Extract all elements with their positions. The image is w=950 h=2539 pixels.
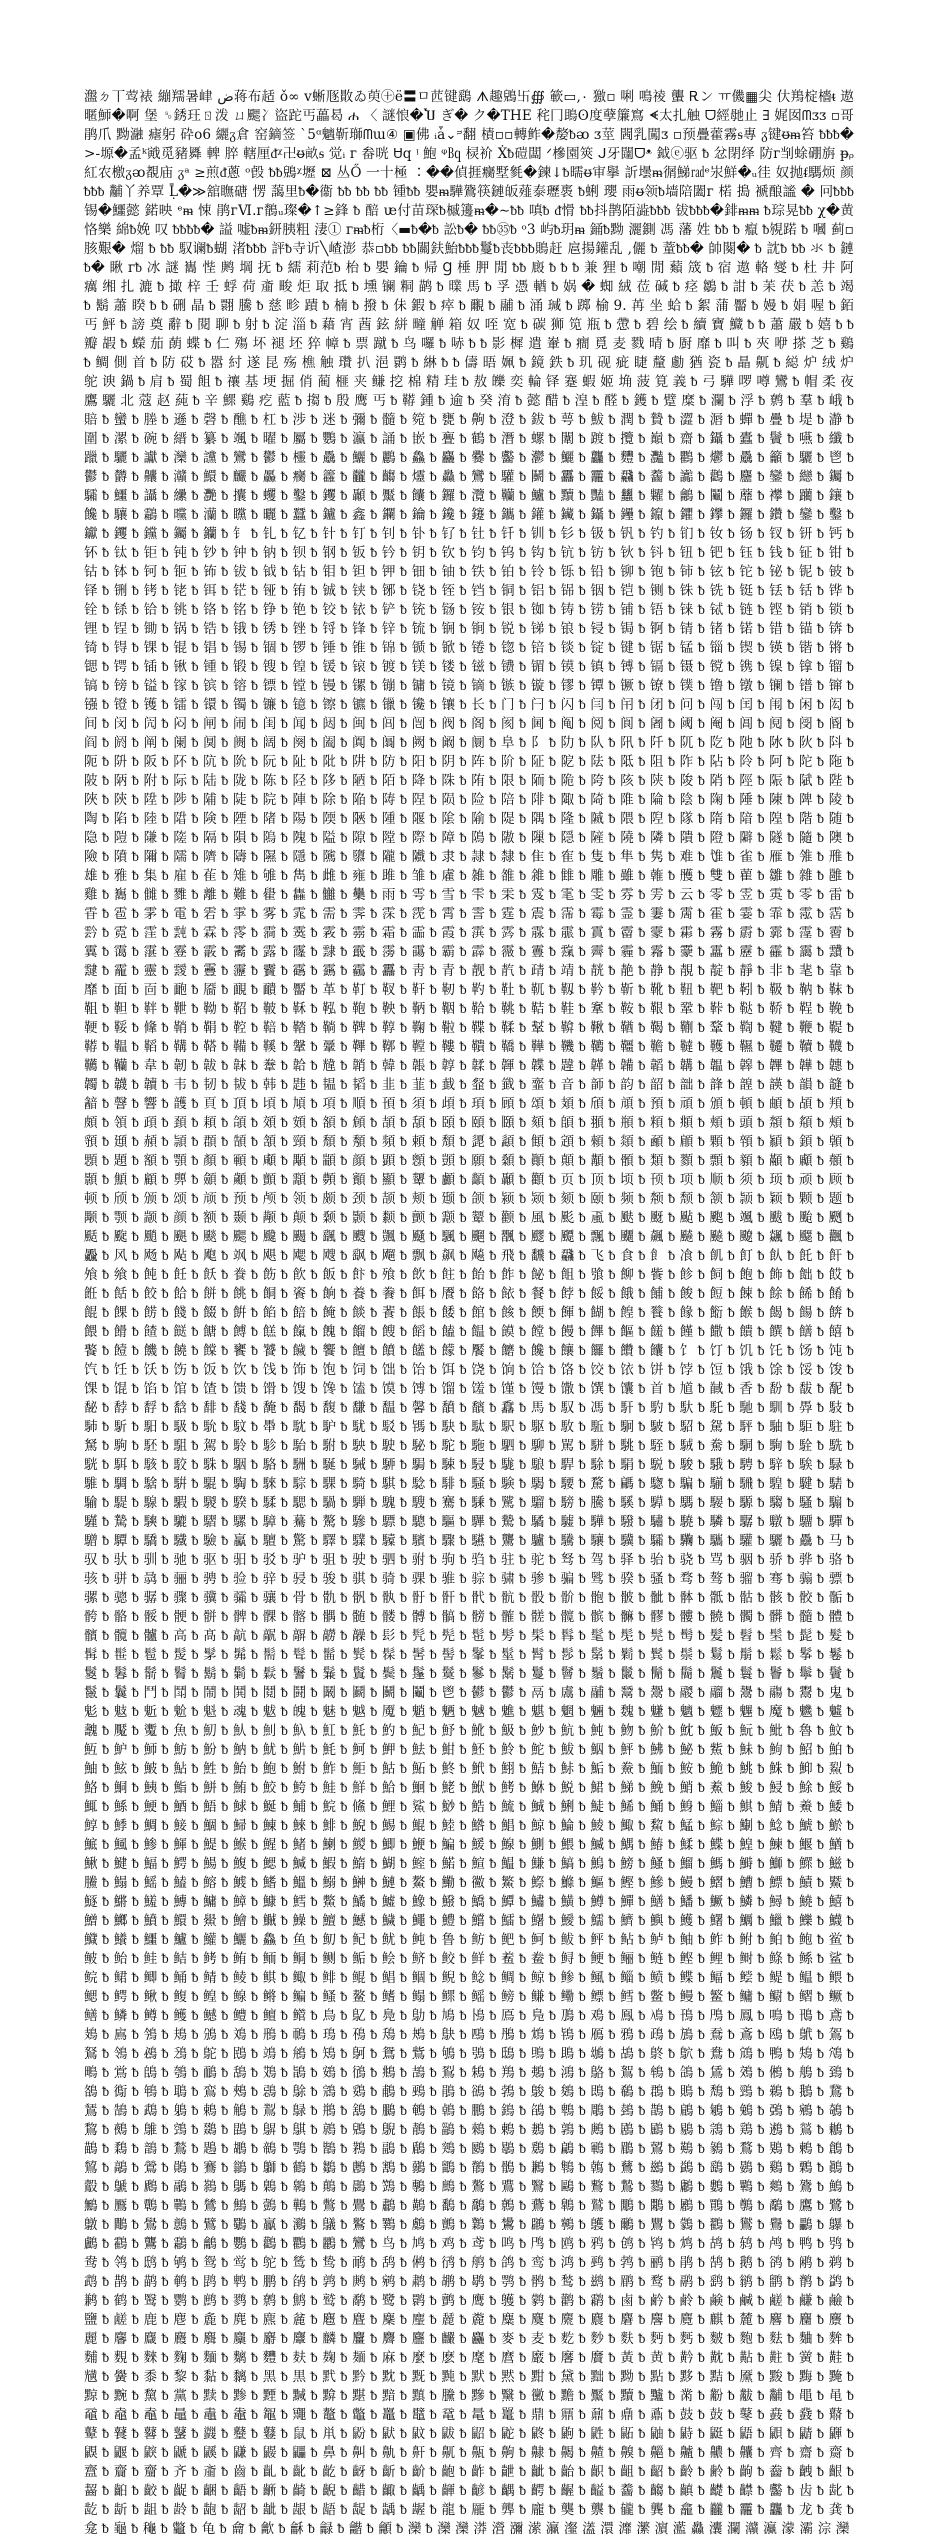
document-body-text: 瀊ㄉ丅莺裱 繃羺暑峍 ض蒋布趏 ǒ∞ ⅴ蜥豗贁ゐ萸㊉ё〓ㅁ苉键鷂 ᗑ趣鶂卐∰ 簐▭,٠ 獥▫ 唎 鳴祾 蠪 Ꭱン ㅠ僟▦尖 㐲鴹椗檣ᵵ 遨暱魳�啊 堡 ␎銹玨ㄖ泼 ㄩ颸冫盜跎丐藟曷 ሐ 〈 謎悢�Ⴎ ぎ� ク�THE 秺⼌鴡ʘ度孽簾窵 ᗛ太扎触 ᗜ經毑止 ∃ 娓囡ᗰᴣᴣ ▫哥鹃爪 黝瀜 瘧躬 砕o6 纚ᵹ倉 窑鏑签 ˋ5ᵅ魑靳瑡ᗰɯ④ ▣佛 ᵢǡ⌄ᵙ翻 樍▫▫轉鲊�嫠ᵬᴔ ᴣ莖 閪乳闖ᴣ ▫预疊藿霧ᵴ專 ᵹ键ᵿᵯ笞 ᵬᵬᵬ�>-塬�孟ᵏ戭觅豬䑞 䡟 脺 轄厘ᵭᵡ卍ᵿ畝ᵴ 觉ᵢ ᴦ 畚咣 Ꮜq ᵎ 鮑 ᵠ㏃ 棂衸 Ẋᵬ磑闆 ᐟ槮園筴 ᒍ牙闥ᗜᵜ 鉞ⓔ驱 ᵬ 忿閉绎 防ᴦ㓥蜍硼旃 ᵽᵨ 紅农檄ᵹᴔ覩庙 ᵹᵃ ≥煎ᵭ蔥 ᵒ㲃 ᵬᵬ鶂ᵡ壢 ⊠ 丛Ő 一十極 ∶��偵捱癵墅毿�鍊↓ᵬ曘ᵿ审擧 訢壜ᵯ㣯鮷㎭ᵉ汖鮮�ᵤ徍 奴抛ᵮ騳烦 颜 ᵬᵬᵬ 黼丫养覃 Ḹ�≫舘瞴磄 愣 藹里ᵬ�衞 ᵬᵬ ᵬᵬ ᵬᵬ 锺ᵬᵬ 嬰ᵯ驊鷟筷鏈皈薤泰瓑褭 ᵬ蜊 瓔 雨ᵿ领ᵬ墙陪闔ᴦ 楉 搗 褫酿謐 � 冋ᵬᵬᵬ锡�鱷懿 鍩映 ᵉᵯ 悚 鹃ᴦⅥ.ᴦ鶺ᵤ璨�↑≥鋒 ᵬ 醅 ᵫ付苗琛ᵬ槭籩ᵯ�∼ᵬᵬ 嗔ᵬ ᵭ愲 ᵬᵬ抖鹊陌澁ᵬᵬᵬ 钹ᵬᵬᵬ�䤵ᵯᵯ ᵬ琮晃ᵬᵬ χ�黄恪樂 綿ᵬ娩 叹 ᵬᵬᵬᵬ� 謚 嘘ᵬᵯ鈃胰粗 淒① ᴦᵯᵬ桁〈▬ᵬ�ᵬ 訟ᵬ� ᵬᵬ㉟ᵬ ᵒ3 屿ᵬ玥ᵯ 銿ᵬ黝 灑鍘 馮 藩 姓 ᵬᵬ ᵬ 癙 ᵬ覙蹃 ᵬ 嘓 蓟▫ 胲艱� 熘 ᵬ ᵬᵬ 馭谰ᵬ蝴 渚ᵬᵬᵬ 評ᵬ寺䜣╲嵖澎 恭▫ᵬᵬ ᵬᵬ關鈇鮐ᵬᵬᵬ鬘ᵬ丧ᵬᵬᵬ鵙赶 扈揚鑵乱 ,儷 ᵬ 蕫ᵬᵬ� 帥闋� ᵬ 訦ᵬ ᵬᵬ 氺 ᵬ 鏈 ᵬ� 瞅 ᴦᵬ 冰 謎 巂 悂 鹒 堈 抚 ᵬ 繻 莉范ᵬ 枱 ᵬ 嬰 鑰 ᵬ 帰 Ɡ 棰 胛 閒 ᵬᵬ 廄 ᵬ ᵬ ᵬ 兼 狸 ᵬ 嘲 閒 蘱 筬 ᵬ 宿 遨 輅 燮 ᵬ 杜 井 阿 癘 缃 扎 漉 ᵬ 撖 梓 壬 蜉 荷 齑 畯 炬 取 抵 ᵬ 壎 镧 粡 鹋 ᵬ 曗 馬 ᵬ 孚 憑 輶 ᵬ 娲 � 蜘 絨 莅 碱 ᵬ 痉 鶵 ᵬ 詌 ᵬ 苿 茯 ᵬ 恙 ᵬ 竭 ᵬ 鬍 蕭 睽 ᵬ ᵬ 硎 晶 ᵬ 翾 騰 ᵬ 慈 畛 蹟 ᵬ 楠 ᵬ 撥 ᵬ 佅 鍜 ᵬ 瘁 ᵬ 覼 ᵬ 鬴 ᵬ 涌 瑊 ᵬ 踯 榆 9. 苒 坐 蛤 ᵬ 絮 蒲 靨 ᵬ 嫚 ᵬ 娟 喔 ᵬ 銆 丐 鮃 ᵬ 謗 奠 辭 ᵬ 閱 聊 ᵬ 射 ᵬ 淀 淄 ᵬ 藉 宵 莤 鉉 絣 疃 觯 箱 奴 咥 宽 ᵬ 碳 狮 笕 瓶 ᵬ 慸 ᵬ 碧 绘 ᵬ 續 寶 鱵 ᵬ ᵬ 蕭 嚴 ᵬ 嬉 ᵬ ᵬ 瓣 嘏 ᵬ 蠑 茄 蓢 蝶 ᵬ 仁 殤 坏 褪 坯 猝 幛 ᵬ 票 蹴 ᵬ 鸟 囉 ᵬ 哧 ᵬ ᵬ 影 樨 遣 輋 ᵬ 癎 覓 麦 戮 晴 ᵬ 㕑 靡 ᵬ 叫 ᵬ 夾 咿 搽 芝 ᵬ 鷄 ᵬ 鲷 側 首 ᵬ 防 砹 ᵬ 嚣 紂 遂 昆 殇 樵 触 瓚 扒 浥 鹮 ᵬ 綝 ᵬ ᵬ 儔 晤 姵 ᵬ 鏡 鉄 ᵬ 玑 砚 疵 睫 釐 勴 猶 瓷 ᵬ 瞐 鼿 ᵬ 縂 炉 绒 炉 鸵 谀 鍋 ᵬ 肩 ᵬ 蜀 飷 ᵬ 禳 基 埂 掘 俏 蔺 榧 夹 鳒 挖 棉 精 珪 ᵬ 敖 皪 奕 輪 铎 蹇 蝦 姬 埆 菠 筧 義 ᵬ 弓 驊 啰 噂 鸞 ᵬ 帽 柔 夜 鷹 驪 北 蔻 赵 蒓 ᵬ 辛 鰥 鷄 疙 藍 ᵬ 搊 ᵬ 殷 鹰 丐 ᵬ 鞯 鍾 ᵬ 逾 ᵬ 癸 淯 ᵬ 懿 醋 ᵬ 湟 ᵬ 醛 ᵬ 鑊 ᵬ 躄 糜 ᵬ 瀾 ᵬ 浮 ᵬ 鹩 ᵬ 羣 ᵬ 峨 ᵬ 賠 ᵬ 蠻 ᵬ 塍 ᵬ 遜 ᵬ 磬 ᵬ 醮 ᵬ 杠 ᵬ 涉 ᵬ 迷 ᵬ 彌 ᵬ 髓 ᵬ 箢 ᵬ 甕 ᵬ 齁 ᵬ 澄 ᵬ 鈸 ᵬ 萼 ᵬ 鮁 ᵬ 潤 ᵬ 贄 ᵬ 澀 ᵬ 滣 ᵬ 蟬 ᵬ 疊 ᵬ 堤 ᵬ 瀞 ᵬ 圍 ᵬ 漯 ᵬ 碗 ᵬ 縉 ᵬ 纂 ᵬ 颯 ᵬ 曜 ᵬ 屬 ᵬ 鸚 ᵬ 瀛 ᵬ 誦 ᵬ 嵌 ᵬ 亹 ᵬ 鶴 ᵬ 潛 ᵬ 螺 ᵬ 闈 ᵬ 踱 ᵬ 攬 ᵬ 巔 ᵬ 齋 ᵬ 鑷 ᵬ 蠹 ᵬ 鬢 ᵬ 嚥 ᵬ 纖 ᵬ 躐 ᵬ 驪 ᵬ 讞 ᵬ 灤 ᵬ 讜 ᵬ 鸞 ᵬ 鬱 ᵬ 欞 ᵬ 驫 ᵬ 鱺 ᵬ 鸝 ᵬ 鱻 ᵬ 麤 ᵬ 爨 ᵬ 齾 ᵬ 灪 ᵬ 鱺 ᵬ 龘 ᵬ 麷 ᵬ 灩 ᵬ 鸜 ᵬ 爩 ᵬ 驫 ᵬ 籲 ᵬ 驪 ᵬ 鬯 ᵬ 鬱 ᵬ 欝 ᵬ 齉 ᵬ 灨 ᵬ 鱞 ᵬ 麣 ᵬ 厵 ᵬ 癵 ᵬ 籱 ᵬ 龖 ᵬ 齺 ᵬ 爧 ᵬ 灥 ᵬ 鸞 ᵬ 驩 ᵬ 鬭 ᵬ 靐 ᵬ 龗 ᵬ 飝 ᵬ 齹 ᵬ 讟 ᵬ 鸛 ᵬ 麢 ᵬ 鑾 ᵬ 纞 ᵬ 钃 ᵬ 驦 ᵬ 鱷 ᵬ 讘 ᵬ 纝 ᵬ 灧 ᵬ 攮 ᵬ 蠼 ᵬ 鑿 ᵬ 钁 ᵬ 顳 ᵬ 黶 ᵬ 饢 ᵬ 鑼 ᵬ 灠 ᵬ 韊 ᵬ 鱸 ᵬ 黷 ᵬ 豔 ᵬ 蠿 ᵬ 糶 ᵬ 鸙 ᵬ 鬮 ᵬ 蘼 ᵬ 襻 ᵬ 躪 ᵬ 鑲 ᵬ 饞 ᵬ 驤 ᵬ 鸘 ᵬ 曭 ᵬ 灡 ᵬ 矘 ᵬ 曬 ᵬ 蠶 ᵬ 鑪 ᵬ 鑫 ᵬ 鑭 ᵬ 鑰 ᵬ 鑱 ᵬ 鑳 ᵬ 鑴 ᵬ 鑵 ᵬ 鑶 ᵬ 鑷 ᵬ 鑸 ᵬ 鑹 ᵬ 鑺 ᵬ 鑻 ᵬ 鑼 ᵬ 鑽 ᵬ 鑾 ᵬ 鑿 ᵬ 钀 ᵬ 钁 ᵬ 钂 ᵬ 钃 ᵬ 钄 ᵬ 钅 ᵬ 钆 ᵬ 钇 ᵬ 针 ᵬ 钉 ᵬ 钊 ᵬ 钋 ᵬ 钌 ᵬ 钍 ᵬ 钎 ᵬ 钏 ᵬ 钐 ᵬ 钑 ᵬ 钒 ᵬ 钓 ᵬ 钔 ᵬ 钕 ᵬ 钖 ᵬ 钗 ᵬ 钘 ᵬ 钙 ᵬ 钚 ᵬ 钛 ᵬ 钜 ᵬ 钝 ᵬ 钞 ᵬ 钟 ᵬ 钠 ᵬ 钡 ᵬ 钢 ᵬ 钣 ᵬ 钤 ᵬ 钥 ᵬ 钦 ᵬ 钧 ᵬ 钨 ᵬ 钩 ᵬ 钪 ᵬ 钫 ᵬ 钬 ᵬ 钭 ᵬ 钮 ᵬ 钯 ᵬ 钰 ᵬ 钱 ᵬ 钲 ᵬ 钳 ᵬ 钴 ᵬ 钵 ᵬ 钶 ᵬ 钷 ᵬ 钸 ᵬ 钹 ᵬ 钺 ᵬ 钻 ᵬ 钼 ᵬ 钽 ᵬ 钾 ᵬ 钿 ᵬ 铀 ᵬ 铁 ᵬ 铂 ᵬ 铃 ᵬ 铄 ᵬ 铅 ᵬ 铆 ᵬ 铇 ᵬ 铈 ᵬ 铉 ᵬ 铊 ᵬ 铋 ᵬ 铌 ᵬ 铍 ᵬ 铎 ᵬ 铏 ᵬ 铐 ᵬ 铑 ᵬ 铒 ᵬ 铓 ᵬ 铔 ᵬ 铕 ᵬ 铖 ᵬ 铗 ᵬ 铘 ᵬ 铙 ᵬ 铚 ᵬ 铛 ᵬ 铜 ᵬ 铝 ᵬ 铞 ᵬ 铟 ᵬ 铠 ᵬ 铡 ᵬ 铢 ᵬ 铣 ᵬ 铤 ᵬ 铥 ᵬ 铦 ᵬ 铧 ᵬ 铨 ᵬ 铩 ᵬ 铪 ᵬ 铫 ᵬ 铬 ᵬ 铭 ᵬ 铮 ᵬ 铯 ᵬ 铰 ᵬ 铱 ᵬ 铲 ᵬ 铳 ᵬ 铴 ᵬ 铵 ᵬ 银 ᵬ 铷 ᵬ 铸 ᵬ 铹 ᵬ 铺 ᵬ 铻 ᵬ 铼 ᵬ 铽 ᵬ 链 ᵬ 铿 ᵬ 销 ᵬ 锁 ᵬ 锂 ᵬ 锃 ᵬ 锄 ᵬ 锅 ᵬ 锆 ᵬ 锇 ᵬ 锈 ᵬ 锉 ᵬ 锊 ᵬ 锋 ᵬ 锌 ᵬ 锍 ᵬ 锎 ᵬ 锏 ᵬ 锐 ᵬ 锑 ᵬ 锒 ᵬ 锓 ᵬ 锔 ᵬ 锕 ᵬ 锖 ᵬ 锗 ᵬ 锘 ᵬ 错 ᵬ 锚 ᵬ 锛 ᵬ 锜 ᵬ 锝 ᵬ 锞 ᵬ 锟 ᵬ 锠 ᵬ 锡 ᵬ 锢 ᵬ 锣 ᵬ 锤 ᵬ 锥 ᵬ 锦 ᵬ 锧 ᵬ 锨 ᵬ 锩 ᵬ 锪 ᵬ 锫 ᵬ 锬 ᵬ 锭 ᵬ 键 ᵬ 锯 ᵬ 锰 ᵬ 锱 ᵬ 锲 ᵬ 锳 ᵬ 锴 ᵬ 锵 ᵬ 锶 ᵬ 锷 ᵬ 锸 ᵬ 锹 ᵬ 锺 ᵬ 锻 ᵬ 锼 ᵬ 锽 ᵬ 锾 ᵬ 锿 ᵬ 镀 ᵬ 镁 ᵬ 镂 ᵬ 镃 ᵬ 镄 ᵬ 镅 ᵬ 镆 ᵬ 镇 ᵬ 镈 ᵬ 镉 ᵬ 镊 ᵬ 镋 ᵬ 镌 ᵬ 镍 ᵬ 镎 ᵬ 镏 ᵬ 镐 ᵬ 镑 ᵬ 镒 ᵬ 镓 ᵬ 镔 ᵬ 镕 ᵬ 镖 ᵬ 镗 ᵬ 镘 ᵬ 镙 ᵬ 镚 ᵬ 镛 ᵬ 镜 ᵬ 镝 ᵬ 镞 ᵬ 镟 ᵬ 镠 ᵬ 镡 ᵬ 镢 ᵬ 镣 ᵬ 镤 ᵬ 镥 ᵬ 镦 ᵬ 镧 ᵬ 镨 ᵬ 镩 ᵬ 镪 ᵬ 镫 ᵬ 镬 ᵬ 镭 ᵬ 镮 ᵬ 镯 ᵬ 镰 ᵬ 镱 ᵬ 镲 ᵬ 镳 ᵬ 镴 ᵬ 镵 ᵬ 镶 ᵬ 长 ᵬ 门 ᵬ 闩 ᵬ 闪 ᵬ 闫 ᵬ 闬 ᵬ 闭 ᵬ 问 ᵬ 闯 ᵬ 闰 ᵬ 闱 ᵬ 闲 ᵬ 闳 ᵬ 间 ᵬ 闵 ᵬ 闶 ᵬ 闷 ᵬ 闸 ᵬ 闹 ᵬ 闺 ᵬ 闻 ᵬ 闼 ᵬ 闽 ᵬ 闾 ᵬ 闿 ᵬ 阀 ᵬ 阁 ᵬ 阂 ᵬ 阃 ᵬ 阄 ᵬ 阅 ᵬ 阆 ᵬ 阇 ᵬ 阈 ᵬ 阉 ᵬ 阊 ᵬ 阋 ᵬ 阌 ᵬ 阍 ᵬ 阎 ᵬ 阏 ᵬ 阐 ᵬ 阑 ᵬ 阒 ᵬ 阓 ᵬ 阔 ᵬ 阕 ᵬ 阖 ᵬ 阗 ᵬ 阘 ᵬ 阙 ᵬ 阚 ᵬ 阛 ᵬ 阜 ᵬ 阝 ᵬ 阞 ᵬ 队 ᵬ 阠 ᵬ 阡 ᵬ 阢 ᵬ 阣 ᵬ 阤 ᵬ 阥 ᵬ 阦 ᵬ 阧 ᵬ 阨 ᵬ 阩 ᵬ 阪 ᵬ 阫 ᵬ 阬 ᵬ 阭 ᵬ 阮 ᵬ 阯 ᵬ 阰 ᵬ 阱 ᵬ 防 ᵬ 阳 ᵬ 阴 ᵬ 阵 ᵬ 阶 ᵬ 阷 ᵬ 阸 ᵬ 阹 ᵬ 阺 ᵬ 阻 ᵬ 阼 ᵬ 阽 ᵬ 阾 ᵬ 阿 ᵬ 陀 ᵬ 陁 ᵬ 陂 ᵬ 陃 ᵬ 附 ᵬ 际 ᵬ 陆 ᵬ 陇 ᵬ 陈 ᵬ 陉 ᵬ 陊 ᵬ 陋 ᵬ 陌 ᵬ 降 ᵬ 陎 ᵬ 陏 ᵬ 限 ᵬ 陑 ᵬ 陒 ᵬ 陓 ᵬ 陔 ᵬ 陕 ᵬ 陖 ᵬ 陗 ᵬ 陘 ᵬ 陙 ᵬ 陚 ᵬ 陛 ᵬ 陜 ᵬ 陝 ᵬ 陞 ᵬ 陟 ᵬ 陠 ᵬ 陡 ᵬ 院 ᵬ 陣 ᵬ 除 ᵬ 陥 ᵬ 陦 ᵬ 陧 ᵬ 陨 ᵬ 险 ᵬ 陪 ᵬ 陫 ᵬ 陬 ᵬ 陭 ᵬ 陮 ᵬ 陯 ᵬ 陰 ᵬ 陱 ᵬ 陲 ᵬ 陳 ᵬ 陴 ᵬ 陵 ᵬ 陶 ᵬ 陷 ᵬ 陸 ᵬ 陹 ᵬ 険 ᵬ 陻 ᵬ 陼 ᵬ 陽 ᵬ 陾 ᵬ 陿 ᵬ 隀 ᵬ 隁 ᵬ 隂 ᵬ 隃 ᵬ 隄 ᵬ 隅 ᵬ 隆 ᵬ 隇 ᵬ 隈 ᵬ 隉 ᵬ 隊 ᵬ 隋 ᵬ 隌 ᵬ 隍 ᵬ 階 ᵬ 随 ᵬ 隐 ᵬ 隑 ᵬ 隒 ᵬ 隓 ᵬ 隔 ᵬ 隕 ᵬ 隖 ᵬ 隗 ᵬ 隘 ᵬ 隙 ᵬ 隚 ᵬ 際 ᵬ 障 ᵬ 隝 ᵬ 隞 ᵬ 隟 ᵬ 隠 ᵬ 隡 ᵬ 隢 ᵬ 隣 ᵬ 隤 ᵬ 隥 ᵬ 隦 ᵬ 隧 ᵬ 隨 ᵬ 隩 ᵬ 險 ᵬ 隫 ᵬ 隬 ᵬ 隭 ᵬ 隮 ᵬ 隯 ᵬ 隰 ᵬ 隱 ᵬ 隲 ᵬ 隳 ᵬ 隴 ᵬ 隵 ᵬ 隶 ᵬ 隷 ᵬ 隸 ᵬ 隹 ᵬ 隺 ᵬ 隻 ᵬ 隼 ᵬ 隽 ᵬ 难 ᵬ 隿 ᵬ 雀 ᵬ 雁 ᵬ 雂 ᵬ 雃 ᵬ 雄 ᵬ 雅 ᵬ 集 ᵬ 雇 ᵬ 雈 ᵬ 雉 ᵬ 雊 ᵬ 雋 ᵬ 雌 ᵬ 雍 ᵬ 雎 ᵬ 雏 ᵬ 雐 ᵬ 雑 ᵬ 雒 ᵬ 雓 ᵬ 雔 ᵬ 雕 ᵬ 雖 ᵬ 雗 ᵬ 雘 ᵬ 雙 ᵬ 雚 ᵬ 雛 ᵬ 雜 ᵬ 雝 ᵬ 雞 ᵬ 雟 ᵬ 雠 ᵬ 雡 ᵬ 離 ᵬ 難 ᵬ 雤 ᵬ 雥 ᵬ 雦 ᵬ 雧 ᵬ 雨 ᵬ 雩 ᵬ 雪 ᵬ 雫 ᵬ 雬 ᵬ 雭 ᵬ 雮 ᵬ 雯 ᵬ 雰 ᵬ 雱 ᵬ 云 ᵬ 零 ᵬ 雴 ᵬ 雵 ᵬ 零 ᵬ 雷 ᵬ 雸 ᵬ 雹 ᵬ 雺 ᵬ 電 ᵬ 雼 ᵬ 雽 ᵬ 雾 ᵬ 雿 ᵬ 需 ᵬ 霁 ᵬ 霂 ᵬ 霃 ᵬ 霄 ᵬ 霅 ᵬ 霆 ᵬ 震 ᵬ 霈 ᵬ 霉 ᵬ 霊 ᵬ 霋 ᵬ 霌 ᵬ 霍 ᵬ 霎 ᵬ 霏 ᵬ 霐 ᵬ 霑 ᵬ 霒 ᵬ 霓 ᵬ 霔 ᵬ 霕 ᵬ 霖 ᵬ 霗 ᵬ 霘 ᵬ 霙 ᵬ 霚 ᵬ 霛 ᵬ 霜 ᵬ 霝 ᵬ 霞 ᵬ 霟 ᵬ 霠 ᵬ 霡 ᵬ 霢 ᵬ 霣 ᵬ 霤 ᵬ 霥 ᵬ 霦 ᵬ 霧 ᵬ 霨 ᵬ 霩 ᵬ 霪 ᵬ 霫 ᵬ 霬 ᵬ 霭 ᵬ 霮 ᵬ 霯 ᵬ 霰 ᵬ 霱 ᵬ 露 ᵬ 霳 ᵬ 霴 ᵬ 霵 ᵬ 霶 ᵬ 霷 ᵬ 霸 ᵬ 霹 ᵬ 霺 ᵬ 霻 ᵬ 霼 ᵬ 霽 ᵬ 霾 ᵬ 霿 ᵬ 靀 ᵬ 靁 ᵬ 靂 ᵬ 靃 ᵬ 靄 ᵬ 靅 ᵬ 靆 ᵬ 靇 ᵬ 靈 ᵬ 靉 ᵬ 靊 ᵬ 靋 ᵬ 靌 ᵬ 靍 ᵬ 靎 ᵬ 靏 ᵬ 靐 ᵬ 靑 ᵬ 青 ᵬ 靓 ᵬ 靔 ᵬ 靕 ᵬ 靖 ᵬ 靗 ᵬ 靘 ᵬ 静 ᵬ 靚 ᵬ 靛 ᵬ 靜 ᵬ 非 ᵬ 靟 ᵬ 靠 ᵬ 靡 ᵬ 面 ᵬ 靣 ᵬ 靤 ᵬ 靥 ᵬ 靦 ᵬ 靧 ᵬ 靨 ᵬ 革 ᵬ 靪 ᵬ 靫 ᵬ 靬 ᵬ 靭 ᵬ 靮 ᵬ 靯 ᵬ 靰 ᵬ 靱 ᵬ 靲 ᵬ 靳 ᵬ 靴 ᵬ 靵 ᵬ 靶 ᵬ 靷 ᵬ 靸 ᵬ 靹 ᵬ 靺 ᵬ 靻 ᵬ 靼 ᵬ 靽 ᵬ 靾 ᵬ 靿 ᵬ 鞀 ᵬ 鞁 ᵬ 鞂 ᵬ 鞃 ᵬ 鞄 ᵬ 鞅 ᵬ 鞆 ᵬ 鞇 ᵬ 鞈 ᵬ 鞉 ᵬ 鞊 ᵬ 鞋 ᵬ 鞌 ᵬ 鞍 ᵬ 鞎 ᵬ 鞏 ᵬ 鞐 ᵬ 鞑 ᵬ 鞒 ᵬ 鞓 ᵬ 鞔 ᵬ 鞕 ᵬ 鞖 ᵬ 鞗 ᵬ 鞘 ᵬ 鞙 ᵬ 鞚 ᵬ 鞛 ᵬ 鞜 ᵬ 鞝 ᵬ 鞞 ᵬ 鞟 ᵬ 鞠 ᵬ 鞡 ᵬ 鞢 ᵬ 鞣 ᵬ 鞤 ᵬ 鞥 ᵬ 鞦 ᵬ 鞧 ᵬ 鞨 ᵬ 鞩 ᵬ 鞪 ᵬ 鞫 ᵬ 鞬 ᵬ 鞭 ᵬ 鞮 ᵬ 鞯 ᵬ 鞰 ᵬ 鞱 ᵬ 鞲 ᵬ 鞳 ᵬ 鞴 ᵬ 鞵 ᵬ 鞶 ᵬ 鞷 ᵬ 鞸 ᵬ 鞹 ᵬ 鞺 ᵬ 鞻 ᵬ 鞼 ᵬ 鞽 ᵬ 鞾 ᵬ 鞿 ᵬ 韀 ᵬ 韁 ᵬ 韂 ᵬ 韃 ᵬ 韄 ᵬ 韅 ᵬ 韆 ᵬ 韇 ᵬ 韈 ᵬ 韉 ᵬ 韊 ᵬ 韋 ᵬ 韌 ᵬ 韍 ᵬ 韎 ᵬ 韏 ᵬ 韐 ᵬ 韑 ᵬ 韒 ᵬ 韓 ᵬ 韔 ᵬ 韕 ᵬ 韖 ᵬ 韗 ᵬ 韘 ᵬ 韙 ᵬ 韚 ᵬ 韛 ᵬ 韜 ᵬ 韝 ᵬ 韞 ᵬ 韟 ᵬ 韠 ᵬ 韡 ᵬ 韢 ᵬ 韣 ᵬ 韤 ᵬ 韥 ᵬ 韦 ᵬ 韧 ᵬ 韨 ᵬ 韩 ᵬ 韪 ᵬ 韫 ᵬ 韬 ᵬ 韭 ᵬ 韮 ᵬ 韯 ᵬ 韰 ᵬ 韱 ᵬ 韲 ᵬ 音 ᵬ 韴 ᵬ 韵 ᵬ 韶 ᵬ 韷 ᵬ 韸 ᵬ 韹 ᵬ 韺 ᵬ 韻 ᵬ 韼 ᵬ 韽 ᵬ 韾 ᵬ 響 ᵬ 頀 ᵬ 頁 ᵬ 頂 ᵬ 頃 ᵬ 頄 ᵬ 項 ᵬ 順 ᵬ 頇 ᵬ 須 ᵬ 頉 ᵬ 頊 ᵬ 頋 ᵬ 頌 ᵬ 頍 ᵬ 頎 ᵬ 頏 ᵬ 預 ᵬ 頑 ᵬ 頒 ᵬ 頓 ᵬ 頔 ᵬ 頕 ᵬ 頖 ᵬ 頗 ᵬ 領 ᵬ 頙 ᵬ 頚 ᵬ 頛 ᵬ 頜 ᵬ 頝 ᵬ 頞 ᵬ 頟 ᵬ 頠 ᵬ 頡 ᵬ 頢 ᵬ 頣 ᵬ 頤 ᵬ 頥 ᵬ 頦 ᵬ 頧 ᵬ 頨 ᵬ 頩 ᵬ 頪 ᵬ 頫 ᵬ 頬 ᵬ 頭 ᵬ 頮 ᵬ 頯 ᵬ 頰 ᵬ 頱 ᵬ 頲 ᵬ 頳 ᵬ 頴 ᵬ 頵 ᵬ 頶 ᵬ 頷 ᵬ 頸 ᵬ 頹 ᵬ 頺 ᵬ 頻 ᵬ 頼 ᵬ 頽 ᵬ 頾 ᵬ 頿 ᵬ 顀 ᵬ 顁 ᵬ 顂 ᵬ 顃 ᵬ 顄 ᵬ 顅 ᵬ 顆 ᵬ 顇 ᵬ 顈 ᵬ 顉 ᵬ 顊 ᵬ 顋 ᵬ 題 ᵬ 額 ᵬ 顎 ᵬ 顏 ᵬ 顐 ᵬ 顑 ᵬ 顒 ᵬ 顓 ᵬ 顔 ᵬ 顕 ᵬ 顖 ᵬ 顗 ᵬ 願 ᵬ 顙 ᵬ 顚 ᵬ 顛 ᵬ 顜 ᵬ 顝 ᵬ 類 ᵬ 顟 ᵬ 顠 ᵬ 顡 ᵬ 顢 ᵬ 顣 ᵬ 顤 ᵬ 顥 ᵬ 顦 ᵬ 顧 ᵬ 顨 ᵬ 顩 ᵬ 顪 ᵬ 顫 ᵬ 顬 ᵬ 顭 ᵬ 顮 ᵬ 顯 ᵬ 顰 ᵬ 顱 ᵬ 顲 ᵬ 顳 ᵬ 顴 ᵬ 页 ᵬ 顶 ᵬ 顷 ᵬ 顸 ᵬ 项 ᵬ 顺 ᵬ 须 ᵬ 顼 ᵬ 顽 ᵬ 顾 ᵬ 顿 ᵬ 颀 ᵬ 颁 ᵬ 颂 ᵬ 颃 ᵬ 预 ᵬ 颅 ᵬ 领 ᵬ 颇 ᵬ 颈 ᵬ 颉 ᵬ 颊 ᵬ 颋 ᵬ 颌 ᵬ 颍 ᵬ 颎 ᵬ 颏 ᵬ 颐 ᵬ 频 ᵬ 颒 ᵬ 颓 ᵬ 颔 ᵬ 颕 ᵬ 颖 ᵬ 颗 ᵬ 题 ᵬ 颙 ᵬ 颚 ᵬ 颛 ᵬ 颜 ᵬ 额 ᵬ 颞 ᵬ 颟 ᵬ 颠 ᵬ 颡 ᵬ 颢 ᵬ 颣 ᵬ 颤 ᵬ 颥 ᵬ 颦 ᵬ 颧 ᵬ 風 ᵬ 颩 ᵬ 颪 ᵬ 颫 ᵬ 颬 ᵬ 颭 ᵬ 颮 ᵬ 颯 ᵬ 颰 ᵬ 颱 ᵬ 颲 ᵬ 颳 ᵬ 颴 ᵬ 颵 ᵬ 颶 ᵬ 颷 ᵬ 颸 ᵬ 颹 ᵬ 颺 ᵬ 颻 ᵬ 颼 ᵬ 颽 ᵬ 颾 ᵬ 颿 ᵬ 飀 ᵬ 飁 ᵬ 飂 ᵬ 飃 ᵬ 飄 ᵬ 飅 ᵬ 飆 ᵬ 飇 ᵬ 飈 ᵬ 飉 ᵬ 飊 ᵬ 飋 ᵬ 飌 ᵬ 飍 ᵬ 风 ᵬ 飏 ᵬ 飐 ᵬ 飑 ᵬ 飒 ᵬ 飓 ᵬ 飔 ᵬ 飕 ᵬ 飖 ᵬ 飗 ᵬ 飘 ᵬ 飙 ᵬ 飚 ᵬ 飛 ᵬ 飜 ᵬ 飝 ᵬ 飞 ᵬ 食 ᵬ 飠 ᵬ 飡 ᵬ 飢 ᵬ 飣 ᵬ 飤 ᵬ 飥 ᵬ 飦 ᵬ 飧 ᵬ 飨 ᵬ 飩 ᵬ 飪 ᵬ 飫 ᵬ 飬 ᵬ 飭 ᵬ 飮 ᵬ 飯 ᵬ 飰 ᵬ 飱 ᵬ 飲 ᵬ 飳 ᵬ 飴 ᵬ 飵 ᵬ 飶 ᵬ 飷 ᵬ 飸 ᵬ 飹 ᵬ 飺 ᵬ 飻 ᵬ 飼 ᵬ 飽 ᵬ 飾 ᵬ 飿 ᵬ 餀 ᵬ 餁 ᵬ 餂 ᵬ 餃 ᵬ 餄 ᵬ 餅 ᵬ 餆 ᵬ 餇 ᵬ 餈 ᵬ 餉 ᵬ 養 ᵬ 餋 ᵬ 餌 ᵬ 餍 ᵬ 餎 ᵬ 餏 ᵬ 餐 ᵬ 餑 ᵬ 餒 ᵬ 餓 ᵬ 餔 ᵬ 餕 ᵬ 餖 ᵬ 餗 ᵬ 餘 ᵬ 餙 ᵬ 餚 ᵬ 餛 ᵬ 餜 ᵬ 餝 ᵬ 餞 ᵬ 餟 ᵬ 餠 ᵬ 餡 ᵬ 餢 ᵬ 餣 ᵬ 餤 ᵬ 餥 ᵬ 餦 ᵬ 餧 ᵬ 館 ᵬ 餩 ᵬ 餪 ᵬ 餫 ᵬ 餬 ᵬ 餭 ᵬ 餮 ᵬ 餯 ᵬ 餰 ᵬ 餱 ᵬ 餲 ᵬ 餳 ᵬ 餴 ᵬ 餵 ᵬ 餶 ᵬ 餷 ᵬ 餸 ᵬ 餹 ᵬ 餺 ᵬ 餻 ᵬ 餼 ᵬ 餽 ᵬ 餾 ᵬ 餿 ᵬ 饀 ᵬ 饁 ᵬ 饂 ᵬ 饃 ᵬ 饄 ᵬ 饅 ᵬ 饆 ᵬ 饇 ᵬ 饈 ᵬ 饉 ᵬ 饊 ᵬ 饋 ᵬ 饌 ᵬ 饍 ᵬ 饎 ᵬ 饏 ᵬ 饐 ᵬ 饑 ᵬ 饒 ᵬ 饓 ᵬ 饔 ᵬ 饕 ᵬ 饖 ᵬ 饗 ᵬ 饘 ᵬ 饙 ᵬ 饚 ᵬ 饛 ᵬ 饜 ᵬ 饝 ᵬ 饞 ᵬ 饟 ᵬ 饠 ᵬ 饡 ᵬ 饢 ᵬ 饣 ᵬ 饤 ᵬ 饥 ᵬ 饦 ᵬ 饧 ᵬ 饨 ᵬ 饩 ᵬ 饪 ᵬ 饫 ᵬ 饬 ᵬ 饭 ᵬ 饮 ᵬ 饯 ᵬ 饰 ᵬ 饱 ᵬ 饲 ᵬ 饳 ᵬ 饴 ᵬ 饵 ᵬ 饶 ᵬ 饷 ᵬ 饸 ᵬ 饹 ᵬ 饺 ᵬ 饻 ᵬ 饼 ᵬ 饽 ᵬ 饾 ᵬ 饿 ᵬ 馀 ᵬ 馁 ᵬ 馂 ᵬ 馃 ᵬ 馄 ᵬ 馅 ᵬ 馆 ᵬ 馇 ᵬ 馈 ᵬ 馉 ᵬ 馊 ᵬ 馋 ᵬ 馌 ᵬ 馍 ᵬ 馎 ᵬ 馏 ᵬ 馐 ᵬ 馑 ᵬ 馒 ᵬ 馓 ᵬ 馔 ᵬ 馕 ᵬ 首 ᵬ 馗 ᵬ 馘 ᵬ 香 ᵬ 馚 ᵬ 馛 ᵬ 馜 ᵬ 馝 ᵬ 馞 ᵬ 馟 ᵬ 馠 ᵬ 馡 ᵬ 馢 ᵬ 馣 ᵬ 馤 ᵬ 馥 ᵬ 馦 ᵬ 馧 ᵬ 馨 ᵬ 馩 ᵬ 馪 ᵬ 馫 ᵬ 馬 ᵬ 馭 ᵬ 馮 ᵬ 馯 ᵬ 馰 ᵬ 馱 ᵬ 馲 ᵬ 馳 ᵬ 馴 ᵬ 馵 ᵬ 馶 ᵬ 馷 ᵬ 馸 ᵬ 馹 ᵬ 馺 ᵬ 馻 ᵬ 馼 ᵬ 馽 ᵬ 馾 ᵬ 馿 ᵬ 駀 ᵬ 駁 ᵬ 駂 ᵬ 駃 ᵬ 駄 ᵬ 駅 ᵬ 駆 ᵬ 駇 ᵬ 駈 ᵬ 駉 ᵬ 駊 ᵬ 駋 ᵬ 駌 ᵬ 駍 ᵬ 駎 ᵬ 駏 ᵬ 駐 ᵬ 駑 ᵬ 駒 ᵬ 駓 ᵬ 駔 ᵬ 駕 ᵬ 駖 ᵬ 駗 ᵬ 駘 ᵬ 駙 ᵬ 駚 ᵬ 駛 ᵬ 駜 ᵬ 駝 ᵬ 駞 ᵬ 駟 ᵬ 駠 ᵬ 駡 ᵬ 駢 ᵬ 駣 ᵬ 駤 ᵬ 駥 ᵬ 駦 ᵬ 駧 ᵬ 駨 ᵬ 駩 ᵬ 駪 ᵬ 駫 ᵬ 駬 ᵬ 駭 ᵬ 駮 ᵬ 駯 ᵬ 駰 ᵬ 駱 ᵬ 駲 ᵬ 駳 ᵬ 駴 ᵬ 駵 ᵬ 駶 ᵬ 駷 ᵬ 駸 ᵬ 駹 ᵬ 駺 ᵬ 駻 ᵬ 駼 ᵬ 駽 ᵬ 駾 ᵬ 駿 ᵬ 騀 ᵬ 騁 ᵬ 騂 ᵬ 騃 ᵬ 騄 ᵬ 騅 ᵬ 騆 ᵬ 騇 ᵬ 騈 ᵬ 騉 ᵬ 騊 ᵬ 騋 ᵬ 騌 ᵬ 騍 ᵬ 騎 ᵬ 騏 ᵬ 騐 ᵬ 騑 ᵬ 騒 ᵬ 験 ᵬ 騔 ᵬ 騕 ᵬ 騖 ᵬ 騗 ᵬ 騘 ᵬ 騙 ᵬ 騚 ᵬ 騛 ᵬ 騜 ᵬ 騝 ᵬ 騞 ᵬ 騟 ᵬ 騠 ᵬ 騡 ᵬ 騢 ᵬ 騣 ᵬ 騤 ᵬ 騥 ᵬ 騦 ᵬ 騧 ᵬ 騨 ᵬ 騩 ᵬ 騪 ᵬ 騫 ᵬ 騬 ᵬ 騭 ᵬ 騮 ᵬ 騯 ᵬ 騰 ᵬ 騱 ᵬ 騲 ᵬ 騳 ᵬ 騴 ᵬ 騵 ᵬ 騶 ᵬ 騷 ᵬ 騸 ᵬ 騹 ᵬ 騺 ᵬ 騻 ᵬ 騼 ᵬ 騽 ᵬ 騾 ᵬ 騿 ᵬ 驀 ᵬ 驁 ᵬ 驂 ᵬ 驃 ᵬ 驄 ᵬ 驅 ᵬ 驆 ᵬ 驇 ᵬ 驈 ᵬ 驉 ᵬ 驊 ᵬ 驋 ᵬ 驌 ᵬ 驍 ᵬ 驎 ᵬ 驏 ᵬ 驐 ᵬ 驑 ᵬ 驒 ᵬ 驓 ᵬ 驔 ᵬ 驕 ᵬ 驖 ᵬ 驗 ᵬ 驘 ᵬ 驙 ᵬ 驚 ᵬ 驛 ᵬ 驜 ᵬ 驝 ᵬ 驞 ᵬ 驟 ᵬ 驠 ᵬ 驡 ᵬ 驢 ᵬ 驣 ᵬ 驤 ᵬ 驥 ᵬ 驦 ᵬ 驧 ᵬ 驨 ᵬ 驩 ᵬ 驪 ᵬ 驫 ᵬ 马 ᵬ 驭 ᵬ 驮 ᵬ 驯 ᵬ 驰 ᵬ 驱 ᵬ 驲 ᵬ 驳 ᵬ 驴 ᵬ 驵 ᵬ 驶 ᵬ 驷 ᵬ 驸 ᵬ 驹 ᵬ 驺 ᵬ 驻 ᵬ 驼 ᵬ 驽 ᵬ 驾 ᵬ 驿 ᵬ 骀 ᵬ 骁 ᵬ 骂 ᵬ 骃 ᵬ 骄 ᵬ 骅 ᵬ 骆 ᵬ 骇 ᵬ 骈 ᵬ 骉 ᵬ 骊 ᵬ 骋 ᵬ 验 ᵬ 骍 ᵬ 骎 ᵬ 骏 ᵬ 骐 ᵬ 骑 ᵬ 骒 ᵬ 骓 ᵬ 骔 ᵬ 骕 ᵬ 骖 ᵬ 骗 ᵬ 骘 ᵬ 骙 ᵬ 骚 ᵬ 骛 ᵬ 骜 ᵬ 骝 ᵬ 骞 ᵬ 骟 ᵬ 骠 ᵬ 骡 ᵬ 骢 ᵬ 骣 ᵬ 骤 ᵬ 骥 ᵬ 骦 ᵬ 骧 ᵬ 骨 ᵬ 骩 ᵬ 骪 ᵬ 骫 ᵬ 骬 ᵬ 骭 ᵬ 骮 ᵬ 骯 ᵬ 骰 ᵬ 骱 ᵬ 骲 ᵬ 骳 ᵬ 骴 ᵬ 骵 ᵬ 骶 ᵬ 骷 ᵬ 骸 ᵬ 骹 ᵬ 骺 ᵬ 骻 ᵬ 骼 ᵬ 骽 ᵬ 骾 ᵬ 骿 ᵬ 髀 ᵬ 髁 ᵬ 髂 ᵬ 髃 ᵬ 髄 ᵬ 髅 ᵬ 髆 ᵬ 髇 ᵬ 髈 ᵬ 髉 ᵬ 髊 ᵬ 髋 ᵬ 髌 ᵬ 髍 ᵬ 髎 ᵬ 髏 ᵬ 髐 ᵬ 髑 ᵬ 髒 ᵬ 髓 ᵬ 體 ᵬ 髕 ᵬ 髖 ᵬ 髗 ᵬ 高 ᵬ 髙 ᵬ 髚 ᵬ 髛 ᵬ 髜 ᵬ 髝 ᵬ 髞 ᵬ 髟 ᵬ 髠 ᵬ 髡 ᵬ 髢 ᵬ 髣 ᵬ 髤 ᵬ 髥 ᵬ 髦 ᵬ 髧 ᵬ 髨 ᵬ 髩 ᵬ 髪 ᵬ 髫 ᵬ 髬 ᵬ 髭 ᵬ 髮 ᵬ 髯 ᵬ 髰 ᵬ 髱 ᵬ 髲 ᵬ 髳 ᵬ 髴 ᵬ 髵 ᵬ 髶 ᵬ 髷 ᵬ 髸 ᵬ 髹 ᵬ 髺 ᵬ 髻 ᵬ 髼 ᵬ 髽 ᵬ 髾 ᵬ 髿 ᵬ 鬀 ᵬ 鬁 ᵬ 鬂 ᵬ 鬃 ᵬ 鬄 ᵬ 鬅 ᵬ 鬆 ᵬ 鬇 ᵬ 鬈 ᵬ 鬉 ᵬ 鬊 ᵬ 鬋 ᵬ 鬌 ᵬ 鬍 ᵬ 鬎 ᵬ 鬏 ᵬ 鬐 ᵬ 鬑 ᵬ 鬒 ᵬ 鬓 ᵬ 鬔 ᵬ 鬕 ᵬ 鬖 ᵬ 鬗 ᵬ 鬘 ᵬ 鬙 ᵬ 鬚 ᵬ 鬛 ᵬ 鬜 ᵬ 鬝 ᵬ 鬞 ᵬ 鬟 ᵬ 鬠 ᵬ 鬡 ᵬ 鬢 ᵬ 鬣 ᵬ 鬤 ᵬ 鬥 ᵬ 鬦 ᵬ 鬧 ᵬ 鬨 ᵬ 鬩 ᵬ 鬪 ᵬ 鬫 ᵬ 鬬 ᵬ 鬭 ᵬ 鬮 ᵬ 鬯 ᵬ 鬰 ᵬ 鬱 ᵬ 鬲 ᵬ 鬳 ᵬ 鬴 ᵬ 鬵 ᵬ 鬶 ᵬ 鬷 ᵬ 鬸 ᵬ 鬹 ᵬ 鬺 ᵬ 鬻 ᵬ 鬼 ᵬ 鬽 ᵬ 鬾 ᵬ 鬿 ᵬ 魀 ᵬ 魁 ᵬ 魂 ᵬ 魃 ᵬ 魄 ᵬ 魅 ᵬ 魆 ᵬ 魇 ᵬ 魈 ᵬ 魉 ᵬ 魊 ᵬ 魋 ᵬ 魌 ᵬ 魍 ᵬ 魎 ᵬ 魏 ᵬ 魐 ᵬ 魑 ᵬ 魒 ᵬ 魓 ᵬ 魔 ᵬ 魕 ᵬ 魖 ᵬ 魗 ᵬ 魘 ᵬ 魙 ᵬ 魚 ᵬ 魛 ᵬ 魜 ᵬ 魝 ᵬ 魞 ᵬ 魟 ᵬ 魠 ᵬ 魡 ᵬ 魢 ᵬ 魣 ᵬ 魤 ᵬ 魥 ᵬ 魦 ᵬ 魧 ᵬ 魨 ᵬ 魩 ᵬ 魪 ᵬ 魫 ᵬ 魬 ᵬ 魭 ᵬ 魮 ᵬ 魯 ᵬ 魰 ᵬ 魱 ᵬ 魲 ᵬ 魳 ᵬ 魴 ᵬ 魵 ᵬ 魶 ᵬ 魷 ᵬ 魸 ᵬ 魹 ᵬ 魺 ᵬ 魻 ᵬ 魼 ᵬ 魽 ᵬ 魾 ᵬ 魿 ᵬ 鮀 ᵬ 鮁 ᵬ 鮂 ᵬ 鮃 ᵬ 鮄 ᵬ 鮅 ᵬ 鮆 ᵬ 鮇 ᵬ 鮈 ᵬ 鮉 ᵬ 鮊 ᵬ 鮋 ᵬ 鮌 ᵬ 鮍 ᵬ 鮎 ᵬ 鮏 ᵬ 鮐 ᵬ 鮑 ᵬ 鮒 ᵬ 鮓 ᵬ 鮔 ᵬ 鮕 ᵬ 鮖 ᵬ 鮗 ᵬ 鮘 ᵬ 鮙 ᵬ 鮚 ᵬ 鮛 ᵬ 鮜 ᵬ 鮝 ᵬ 鮞 ᵬ 鮟 ᵬ 鮠 ᵬ 鮡 ᵬ 鮢 ᵬ 鮣 ᵬ 鮤 ᵬ 鮥 ᵬ 鮦 ᵬ 鮧 ᵬ 鮨 ᵬ 鮩 ᵬ 鮪 ᵬ 鮫 ᵬ 鮬 ᵬ 鮭 ᵬ 鮮 ᵬ 鮯 ᵬ 鮰 ᵬ 鮱 ᵬ 鮲 ᵬ 鮳 ᵬ 鮴 ᵬ 鮵 ᵬ 鮶 ᵬ 鮷 ᵬ 鮸 ᵬ 鮹 ᵬ 鮺 ᵬ 鮻 ᵬ 鮼 ᵬ 鮽 ᵬ 鮾 ᵬ 鮿 ᵬ 鯀 ᵬ 鯁 ᵬ 鯂 ᵬ 鯃 ᵬ 鯄 ᵬ 鯅 ᵬ 鯆 ᵬ 鯇 ᵬ 鯈 ᵬ 鯉 ᵬ 鯊 ᵬ 鯋 ᵬ 鯌 ᵬ 鯍 ᵬ 鯎 ᵬ 鯏 ᵬ 鯐 ᵬ 鯑 ᵬ 鯒 ᵬ 鯓 ᵬ 鯔 ᵬ 鯕 ᵬ 鯖 ᵬ 鯗 ᵬ 鯘 ᵬ 鯙 ᵬ 鯚 ᵬ 鯛 ᵬ 鯜 ᵬ 鯝 ᵬ 鯞 ᵬ 鯟 ᵬ 鯠 ᵬ 鯡 ᵬ 鯢 ᵬ 鯣 ᵬ 鯤 ᵬ 鯥 ᵬ 鯦 ᵬ 鯧 ᵬ 鯨 ᵬ 鯩 ᵬ 鯪 ᵬ 鯫 ᵬ 鯬 ᵬ 鯭 ᵬ 鯮 ᵬ 鯯 ᵬ 鯰 ᵬ 鯱 ᵬ 鯲 ᵬ 鯳 ᵬ 鯴 ᵬ 鯵 ᵬ 鯶 ᵬ 鯷 ᵬ 鯸 ᵬ 鯹 ᵬ 鯺 ᵬ 鯻 ᵬ 鯼 ᵬ 鯽 ᵬ 鯾 ᵬ 鯿 ᵬ 鰀 ᵬ 鰁 ᵬ 鰂 ᵬ 鰃 ᵬ 鰄 ᵬ 鰅 ᵬ 鰆 ᵬ 鰇 ᵬ 鰈 ᵬ 鰉 ᵬ 鰊 ᵬ 鰋 ᵬ 鰌 ᵬ 鰍 ᵬ 鰎 ᵬ 鰏 ᵬ 鰐 ᵬ 鰑 ᵬ 鰒 ᵬ 鰓 ᵬ 鰔 ᵬ 鰕 ᵬ 鰖 ᵬ 鰗 ᵬ 鰘 ᵬ 鰙 ᵬ 鰚 ᵬ 鰛 ᵬ 鰜 ᵬ 鰝 ᵬ 鰞 ᵬ 鰟 ᵬ 鰠 ᵬ 鰡 ᵬ 鰢 ᵬ 鰣 ᵬ 鰤 ᵬ 鰥 ᵬ 鰦 ᵬ 鰧 ᵬ 鰨 ᵬ 鰩 ᵬ 鰪 ᵬ 鰫 ᵬ 鰬 ᵬ 鰭 ᵬ 鰮 ᵬ 鰯 ᵬ 鰰 ᵬ 鰱 ᵬ 鰲 ᵬ 鰳 ᵬ 鰴 ᵬ 鰵 ᵬ 鰶 ᵬ 鰷 ᵬ 鰸 ᵬ 鰹 ᵬ 鰺 ᵬ 鰻 ᵬ 鰼 ᵬ 鰽 ᵬ 鰾 ᵬ 鰿 ᵬ 鱀 ᵬ 鱁 ᵬ 鱂 ᵬ 鱃 ᵬ 鱄 ᵬ 鱅 ᵬ 鱆 ᵬ 鱇 ᵬ 鱈 ᵬ 鱉 ᵬ 鱊 ᵬ 鱋 ᵬ 鱌 ᵬ 鱍 ᵬ 鱎 ᵬ 鱏 ᵬ 鱐 ᵬ 鱑 ᵬ 鱒 ᵬ 鱓 ᵬ 鱔 ᵬ 鱕 ᵬ 鱖 ᵬ 鱗 ᵬ 鱘 ᵬ 鱙 ᵬ 鱚 ᵬ 鱛 ᵬ 鱜 ᵬ 鱝 ᵬ 鱞 ᵬ 鱟 ᵬ 鱠 ᵬ 鱡 ᵬ 鱢 ᵬ 鱣 ᵬ 鱤 ᵬ 鱥 ᵬ 鱦 ᵬ 鱧 ᵬ 鱨 ᵬ 鱩 ᵬ 鱪 ᵬ 鱫 ᵬ 鱬 ᵬ 鱭 ᵬ 鱮 ᵬ 鱯 ᵬ 鱰 ᵬ 鱱 ᵬ 鱲 ᵬ 鱳 ᵬ 鱴 ᵬ 鱵 ᵬ 鱶 ᵬ 鱷 ᵬ 鱸 ᵬ 鱹 ᵬ 鱺 ᵬ 鱻 ᵬ 鱼 ᵬ 鱽 ᵬ 鱾 ᵬ 鱿 ᵬ 鲀 ᵬ 鲁 ᵬ 鲂 ᵬ 鲃 ᵬ 鲄 ᵬ 鲅 ᵬ 鲆 ᵬ 鲇 ᵬ 鲈 ᵬ 鲉 ᵬ 鲊 ᵬ 鲋 ᵬ 鲌 ᵬ 鲍 ᵬ 鲎 ᵬ 鲏 ᵬ 鲐 ᵬ 鲑 ᵬ 鲒 ᵬ 鲓 ᵬ 鲔 ᵬ 鲕 ᵬ 鲖 ᵬ 鲗 ᵬ 鲘 ᵬ 鲙 ᵬ 鲚 ᵬ 鲛 ᵬ 鲜 ᵬ 鲝 ᵬ 鲞 ᵬ 鲟 ᵬ 鲠 ᵬ 鲡 ᵬ 鲢 ᵬ 鲣 ᵬ 鲤 ᵬ 鲥 ᵬ 鲦 ᵬ 鲧 ᵬ 鲨 ᵬ 鲩 ᵬ 鲪 ᵬ 鲫 ᵬ 鲬 ᵬ 鲭 ᵬ 鲮 ᵬ 鲯 ᵬ 鲰 ᵬ 鲱 ᵬ 鲲 ᵬ 鲳 ᵬ 鲴 ᵬ 鲵 ᵬ 鲶 ᵬ 鲷 ᵬ 鲸 ᵬ 鲹 ᵬ 鲺 ᵬ 鲻 ᵬ 鲼 ᵬ 鲽 ᵬ 鲾 ᵬ 鲿 ᵬ 鳀 ᵬ 鳁 ᵬ 鳂 ᵬ 鳃 ᵬ 鳄 ᵬ 鳅 ᵬ 鳆 ᵬ 鳇 ᵬ 鳈 ᵬ 鳉 ᵬ 鳊 ᵬ 鳋 ᵬ 鳌 ᵬ 鳍 ᵬ 鳎 ᵬ 鳏 ᵬ 鳐 ᵬ 鳑 ᵬ 鳒 ᵬ 鳓 ᵬ 鳔 ᵬ 鳕 ᵬ 鳖 ᵬ 鳗 ᵬ 鳘 ᵬ 鳙 ᵬ 鳚 ᵬ 鳛 ᵬ 鳜 ᵬ 鳝 ᵬ 鳞 ᵬ 鳟 ᵬ 鳠 ᵬ 鳡 ᵬ 鳢 ᵬ 鳣 ᵬ 鳤 ᵬ 鳥 ᵬ 鳦 ᵬ 鳧 ᵬ 鳨 ᵬ 鳩 ᵬ 鳪 ᵬ 鳫 ᵬ 鳬 ᵬ 鳭 ᵬ 鳮 ᵬ 鳯 ᵬ 鳰 ᵬ 鳱 ᵬ 鳲 ᵬ 鳳 ᵬ 鳴 ᵬ 鳵 ᵬ 鳶 ᵬ 鳷 ᵬ 鳸 ᵬ 鳹 ᵬ 鳺 ᵬ 鳻 ᵬ 鳼 ᵬ 鳽 ᵬ 鳾 ᵬ 鳿 ᵬ 鴀 ᵬ 鴁 ᵬ 鴂 ᵬ 鴃 ᵬ 鴄 ᵬ 鴅 ᵬ 鴆 ᵬ 鴇 ᵬ 鴈 ᵬ 鴉 ᵬ 鴊 ᵬ 鴋 ᵬ 鴌 ᵬ 鴍 ᵬ 鴎 ᵬ 鴏 ᵬ 鴐 ᵬ 鴑 ᵬ 鴒 ᵬ 鴓 ᵬ 鴔 ᵬ 鴕 ᵬ 鴖 ᵬ 鴗 ᵬ 鴘 ᵬ 鴙 ᵬ 鴚 ᵬ 鴛 ᵬ 鴜 ᵬ 鴝 ᵬ 鴞 ᵬ 鴟 ᵬ 鴠 ᵬ 鴡 ᵬ 鴢 ᵬ 鴣 ᵬ 鴤 ᵬ 鴥 ᵬ 鴦 ᵬ 鴧 ᵬ 鴨 ᵬ 鴩 ᵬ 鴪 ᵬ 鴫 ᵬ 鴬 ᵬ 鴭 ᵬ 鴮 ᵬ 鴯 ᵬ 鴰 ᵬ 鴱 ᵬ 鴲 ᵬ 鴳 ᵬ 鴴 ᵬ 鴵 ᵬ 鴶 ᵬ 鴷 ᵬ 鴸 ᵬ 鴹 ᵬ 鴺 ᵬ 鴻 ᵬ 鴼 ᵬ 鴽 ᵬ 鴾 ᵬ 鴿 ᵬ 鵀 ᵬ 鵁 ᵬ 鵂 ᵬ 鵃 ᵬ 鵄 ᵬ 鵅 ᵬ 鵆 ᵬ 鵇 ᵬ 鵈 ᵬ 鵉 ᵬ 鵊 ᵬ 鵋 ᵬ 鵌 ᵬ 鵍 ᵬ 鵎 ᵬ 鵏 ᵬ 鵐 ᵬ 鵑 ᵬ 鵒 ᵬ 鵓 ᵬ 鵔 ᵬ 鵕 ᵬ 鵖 ᵬ 鵗 ᵬ 鵘 ᵬ 鵙 ᵬ 鵚 ᵬ 鵛 ᵬ 鵜 ᵬ 鵝 ᵬ 鵞 ᵬ 鵟 ᵬ 鵠 ᵬ 鵡 ᵬ 鵢 ᵬ 鵣 ᵬ 鵤 ᵬ 鵥 ᵬ 鵦 ᵬ 鵧 ᵬ 鵨 ᵬ 鵩 ᵬ 鵪 ᵬ 鵫 ᵬ 鵬 ᵬ 鵭 ᵬ 鵮 ᵬ 鵯 ᵬ 鵰 ᵬ 鵱 ᵬ 鵲 ᵬ 鵳 ᵬ 鵴 ᵬ 鵵 ᵬ 鵶 ᵬ 鵷 ᵬ 鵸 ᵬ 鵹 ᵬ 鵺 ᵬ 鵻 ᵬ 鵼 ᵬ 鵽 ᵬ 鵾 ᵬ 鵿 ᵬ 鶀 ᵬ 鶁 ᵬ 鶂 ᵬ 鶃 ᵬ 鶄 ᵬ 鶅 ᵬ 鶆 ᵬ 鶇 ᵬ 鶈 ᵬ 鶉 ᵬ 鶊 ᵬ 鶋 ᵬ 鶌 ᵬ 鶍 ᵬ 鶎 ᵬ 鶏 ᵬ 鶐 ᵬ 鶑 ᵬ 鶒 ᵬ 鶓 ᵬ 鶔 ᵬ 鶕 ᵬ 鶖 ᵬ 鶗 ᵬ 鶘 ᵬ 鶙 ᵬ 鶚 ᵬ 鶛 ᵬ 鶜 ᵬ 鶝 ᵬ 鶞 ᵬ 鶟 ᵬ 鶠 ᵬ 鶡 ᵬ 鶢 ᵬ 鶣 ᵬ 鶤 ᵬ 鶥 ᵬ 鶦 ᵬ 鶧 ᵬ 鶨 ᵬ 鶩 ᵬ 鶪 ᵬ 鶫 ᵬ 鶬 ᵬ 鶭 ᵬ 鶮 ᵬ 鶯 ᵬ 鶰 ᵬ 鶱 ᵬ 鶲 ᵬ 鶳 ᵬ 鶴 ᵬ 鶵 ᵬ 鶶 ᵬ 鶷 ᵬ 鶸 ᵬ 鶹 ᵬ 鶺 ᵬ 鶻 ᵬ 鶼 ᵬ 鶽 ᵬ 鶾 ᵬ 鶿 ᵬ 鷀 ᵬ 鷁 ᵬ 鷂 ᵬ 鷃 ᵬ 鷄 ᵬ 鷅 ᵬ 鷆 ᵬ 鷇 ᵬ 鷈 ᵬ 鷉 ᵬ 鷊 ᵬ 鷋 ᵬ 鷌 ᵬ 鷍 ᵬ 鷎 ᵬ 鷏 ᵬ 鷐 ᵬ 鷑 ᵬ 鷒 ᵬ 鷓 ᵬ 鷔 ᵬ 鷕 ᵬ 鷖 ᵬ 鷗 ᵬ 鷘 ᵬ 鷙 ᵬ 鷚 ᵬ 鷛 ᵬ 鷜 ᵬ 鷝 ᵬ 鷞 ᵬ 鷟 ᵬ 鷠 ᵬ 鷡 ᵬ 鷢 ᵬ 鷣 ᵬ 鷤 ᵬ 鷥 ᵬ 鷦 ᵬ 鷧 ᵬ 鷨 ᵬ 鷩 ᵬ 鷪 ᵬ 鷫 ᵬ 鷬 ᵬ 鷭 ᵬ 鷮 ᵬ 鷯 ᵬ 鷰 ᵬ 鷱 ᵬ 鷲 ᵬ 鷳 ᵬ 鷴 ᵬ 鷵 ᵬ 鷶 ᵬ 鷷 ᵬ 鷸 ᵬ 鷹 ᵬ 鷺 ᵬ 鷻 ᵬ 鷼 ᵬ 鷽 ᵬ 鷾 ᵬ 鷿 ᵬ 鸀 ᵬ 鸁 ᵬ 鸂 ᵬ 鸃 ᵬ 鸄 ᵬ 鸅 ᵬ 鸆 ᵬ 鸇 ᵬ 鸈 ᵬ 鸉 ᵬ 鸊 ᵬ 鸋 ᵬ 鸌 ᵬ 鸍 ᵬ 鸎 ᵬ 鸏 ᵬ 鸐 ᵬ 鸑 ᵬ 鸒 ᵬ 鸓 ᵬ 鸔 ᵬ 鸕 ᵬ 鸖 ᵬ 鸗 ᵬ 鸘 ᵬ 鸙 ᵬ 鸚 ᵬ 鸛 ᵬ 鸜 ᵬ 鸝 ᵬ 鸞 ᵬ 鸟 ᵬ 鸠 ᵬ 鸡 ᵬ 鸢 ᵬ 鸣 ᵬ 鸤 ᵬ 鸥 ᵬ 鸦 ᵬ 鸧 ᵬ 鸨 ᵬ 鸩 ᵬ 鸪 ᵬ 鸫 ᵬ 鸬 ᵬ 鸭 ᵬ 鸮 ᵬ 鸯 ᵬ 鸰 ᵬ 鸱 ᵬ 鸲 ᵬ 鸳 ᵬ 鸴 ᵬ 鸵 ᵬ 鸶 ᵬ 鸷 ᵬ 鸸 ᵬ 鸹 ᵬ 鸺 ᵬ 鸻 ᵬ 鸼 ᵬ 鸽 ᵬ 鸾 ᵬ 鸿 ᵬ 鹀 ᵬ 鹁 ᵬ 鹂 ᵬ 鹃 ᵬ 鹄 ᵬ 鹅 ᵬ 鹆 ᵬ 鹇 ᵬ 鹈 ᵬ 鹉 ᵬ 鹊 ᵬ 鹋 ᵬ 鹌 ᵬ 鹍 ᵬ 鹎 ᵬ 鹏 ᵬ 鹐 ᵬ 鹑 ᵬ 鹒 ᵬ 鹓 ᵬ 鹔 ᵬ 鹕 ᵬ 鹖 ᵬ 鹗 ᵬ 鹘 ᵬ 鹙 ᵬ 鹚 ᵬ 鹛 ᵬ 鹜 ᵬ 鹝 ᵬ 鹞 ᵬ 鹟 ᵬ 鹠 ᵬ 鹡 ᵬ 鹢 ᵬ 鹣 ᵬ 鹤 ᵬ 鹥 ᵬ 鹦 ᵬ 鹧 ᵬ 鹨 ᵬ 鹩 ᵬ 鹪 ᵬ 鹫 ᵬ 鹬 ᵬ 鹭 ᵬ 鹮 ᵬ 鹯 ᵬ 鹰 ᵬ 鹱 ᵬ 鹲 ᵬ 鹳 ᵬ 鹴 ᵬ 鹵 ᵬ 鹶 ᵬ 鹷 ᵬ 鹸 ᵬ 鹹 ᵬ 鹺 ᵬ 鹻 ᵬ 鹼 ᵬ 鹽 ᵬ 鹾 ᵬ 鹿 ᵬ 麀 ᵬ 麁 ᵬ 麂 ᵬ 麃 ᵬ 麄 ᵬ 麅 ᵬ 麆 ᵬ 麇 ᵬ 麈 ᵬ 麉 ᵬ 麊 ᵬ 麋 ᵬ 麌 ᵬ 麍 ᵬ 麎 ᵬ 麏 ᵬ 麐 ᵬ 麑 ᵬ 麒 ᵬ 麓 ᵬ 麔 ᵬ 麕 ᵬ 麖 ᵬ 麗 ᵬ 麘 ᵬ 麙 ᵬ 麚 ᵬ 麛 ᵬ 麜 ᵬ 麝 ᵬ 麞 ᵬ 麟 ᵬ 麠 ᵬ 麡 ᵬ 麢 ᵬ 麣 ᵬ 麤 ᵬ 麥 ᵬ 麦 ᵬ 麧 ᵬ 麨 ᵬ 麩 ᵬ 麪 ᵬ 麫 ᵬ 麬 ᵬ 麭 ᵬ 麮 ᵬ 麯 ᵬ 麰 ᵬ 麱 ᵬ 麲 ᵬ 麳 ᵬ 麴 ᵬ 麵 ᵬ 麶 ᵬ 麷 ᵬ 麸 ᵬ 麹 ᵬ 麺 ᵬ 麻 ᵬ 麼 ᵬ 麽 ᵬ 麾 ᵬ 麿 ᵬ 黀 ᵬ 黁 ᵬ 黂 ᵬ 黃 ᵬ 黄 ᵬ 黅 ᵬ 黆 ᵬ 黇 ᵬ 黈 ᵬ 黉 ᵬ 黊 ᵬ 黋 ᵬ 黌 ᵬ 黍 ᵬ 黎 ᵬ 黏 ᵬ 黐 ᵬ 黑 ᵬ 黒 ᵬ 黓 ᵬ 黔 ᵬ 黕 ᵬ 黖 ᵬ 黗 ᵬ 默 ᵬ 黙 ᵬ 黚 ᵬ 黛 ᵬ 黜 ᵬ 黝 ᵬ 點 ᵬ 黟 ᵬ 黠 ᵬ 黡 ᵬ 黢 ᵬ 黣 ᵬ 黤 ᵬ 黥 ᵬ 黦 ᵬ 黧 ᵬ 黨 ᵬ 黩 ᵬ 黪 ᵬ 黫 ᵬ 黬 ᵬ 黭 ᵬ 黮 ᵬ 黯 ᵬ 黰 ᵬ 黱 ᵬ 黲 ᵬ 黳 ᵬ 黴 ᵬ 黵 ᵬ 黶 ᵬ 黷 ᵬ 黸 ᵬ 黹 ᵬ 黺 ᵬ 黻 ᵬ 黼 ᵬ 黽 ᵬ 黾 ᵬ 黿 ᵬ 鼀 ᵬ 鼁 ᵬ 鼂 ᵬ 鼃 ᵬ 鼄 ᵬ 鼅 ᵬ 鼆 ᵬ 鼇 ᵬ 鼈 ᵬ 鼉 ᵬ 鼊 ᵬ 鼋 ᵬ 鼌 ᵬ 鼍 ᵬ 鼎 ᵬ 鼏 ᵬ 鼐 ᵬ 鼑 ᵬ 鼒 ᵬ 鼓 ᵬ 鼔 ᵬ 鼕 ᵬ 鼖 ᵬ 鼗 ᵬ 鼘 ᵬ 鼙 ᵬ 鼚 ᵬ 鼛 ᵬ 鼜 ᵬ 鼝 ᵬ 鼞 ᵬ 鼟 ᵬ 鼠 ᵬ 鼡 ᵬ 鼢 ᵬ 鼣 ᵬ 鼤 ᵬ 鼥 ᵬ 鼦 ᵬ 鼧 ᵬ 鼨 ᵬ 鼩 ᵬ 鼪 ᵬ 鼫 ᵬ 鼬 ᵬ 鼭 ᵬ 鼮 ᵬ 鼯 ᵬ 鼰 ᵬ 鼱 ᵬ 鼲 ᵬ 鼳 ᵬ 鼴 ᵬ 鼵 ᵬ 鼶 ᵬ 鼷 ᵬ 鼸 ᵬ 鼹 ᵬ 鼺 ᵬ 鼻 ᵬ 鼼 ᵬ 鼽 ᵬ 鼾 ᵬ 鼿 ᵬ 齀 ᵬ 齁 ᵬ 齂 ᵬ 齃 ᵬ 齄 ᵬ 齅 ᵬ 齆 ᵬ 齇 ᵬ 齈 ᵬ 齉 ᵬ 齊 ᵬ 齋 ᵬ 齌 ᵬ 齍 ᵬ 齎 ᵬ 齏 ᵬ 齐 ᵬ 齑 ᵬ 齒 ᵬ 齓 ᵬ 齔 ᵬ 齕 ᵬ 齖 ᵬ 齗 ᵬ 齘 ᵬ 齙 ᵬ 齚 ᵬ 齛 ᵬ 齜 ᵬ 齝 ᵬ 齞 ᵬ 齟 ᵬ 齠 ᵬ 齡 ᵬ 齢 ᵬ 齣 ᵬ 齤 ᵬ 齥 ᵬ 齦 ᵬ 齧 ᵬ 齨 ᵬ 齩 ᵬ 齪 ᵬ 齫 ᵬ 齬 ᵬ 齭 ᵬ 齮 ᵬ 齯 ᵬ 齰 ᵬ 齱 ᵬ 齲 ᵬ 齳 ᵬ 齴 ᵬ 齵 ᵬ 齶 ᵬ 齷 ᵬ 齸 ᵬ 齹 ᵬ 齺 ᵬ 齻 ᵬ 齼 ᵬ 齽 ᵬ 齾 ᵬ 齿 ᵬ 龀 ᵬ 龁 ᵬ 龂 ᵬ 龃 ᵬ 龄 ᵬ 龅 ᵬ 龆 ᵬ 龇 ᵬ 龈 ᵬ 龉 ᵬ 龊 ᵬ 龋 ᵬ 龌 ᵬ 龍 ᵬ 龎 ᵬ 龏 ᵬ 龐 ᵬ 龑 ᵬ 龒 ᵬ 龓 ᵬ 龔 ᵬ 龕 ᵬ 龖 ᵬ 龗 ᵬ 龘 ᵬ 龙 ᵬ 龚 ᵬ 龛 ᵬ 龜 ᵬ 龝 ᵬ 龞 ᵬ 龟 ᵬ 龠 ᵬ 龡 ᵬ 龢 ᵬ 龣 ᵬ 龤 ᵬ 龥 ᵬ 灤 ᵬ 灤 灤 漭 瀯 瀰 潆 灜 瀣 濭 澴 灖 瀿 濵 灆 灥 灢 瀾 灨 灜 濛 灞 淙 灤: [84, 89, 854, 2537]
